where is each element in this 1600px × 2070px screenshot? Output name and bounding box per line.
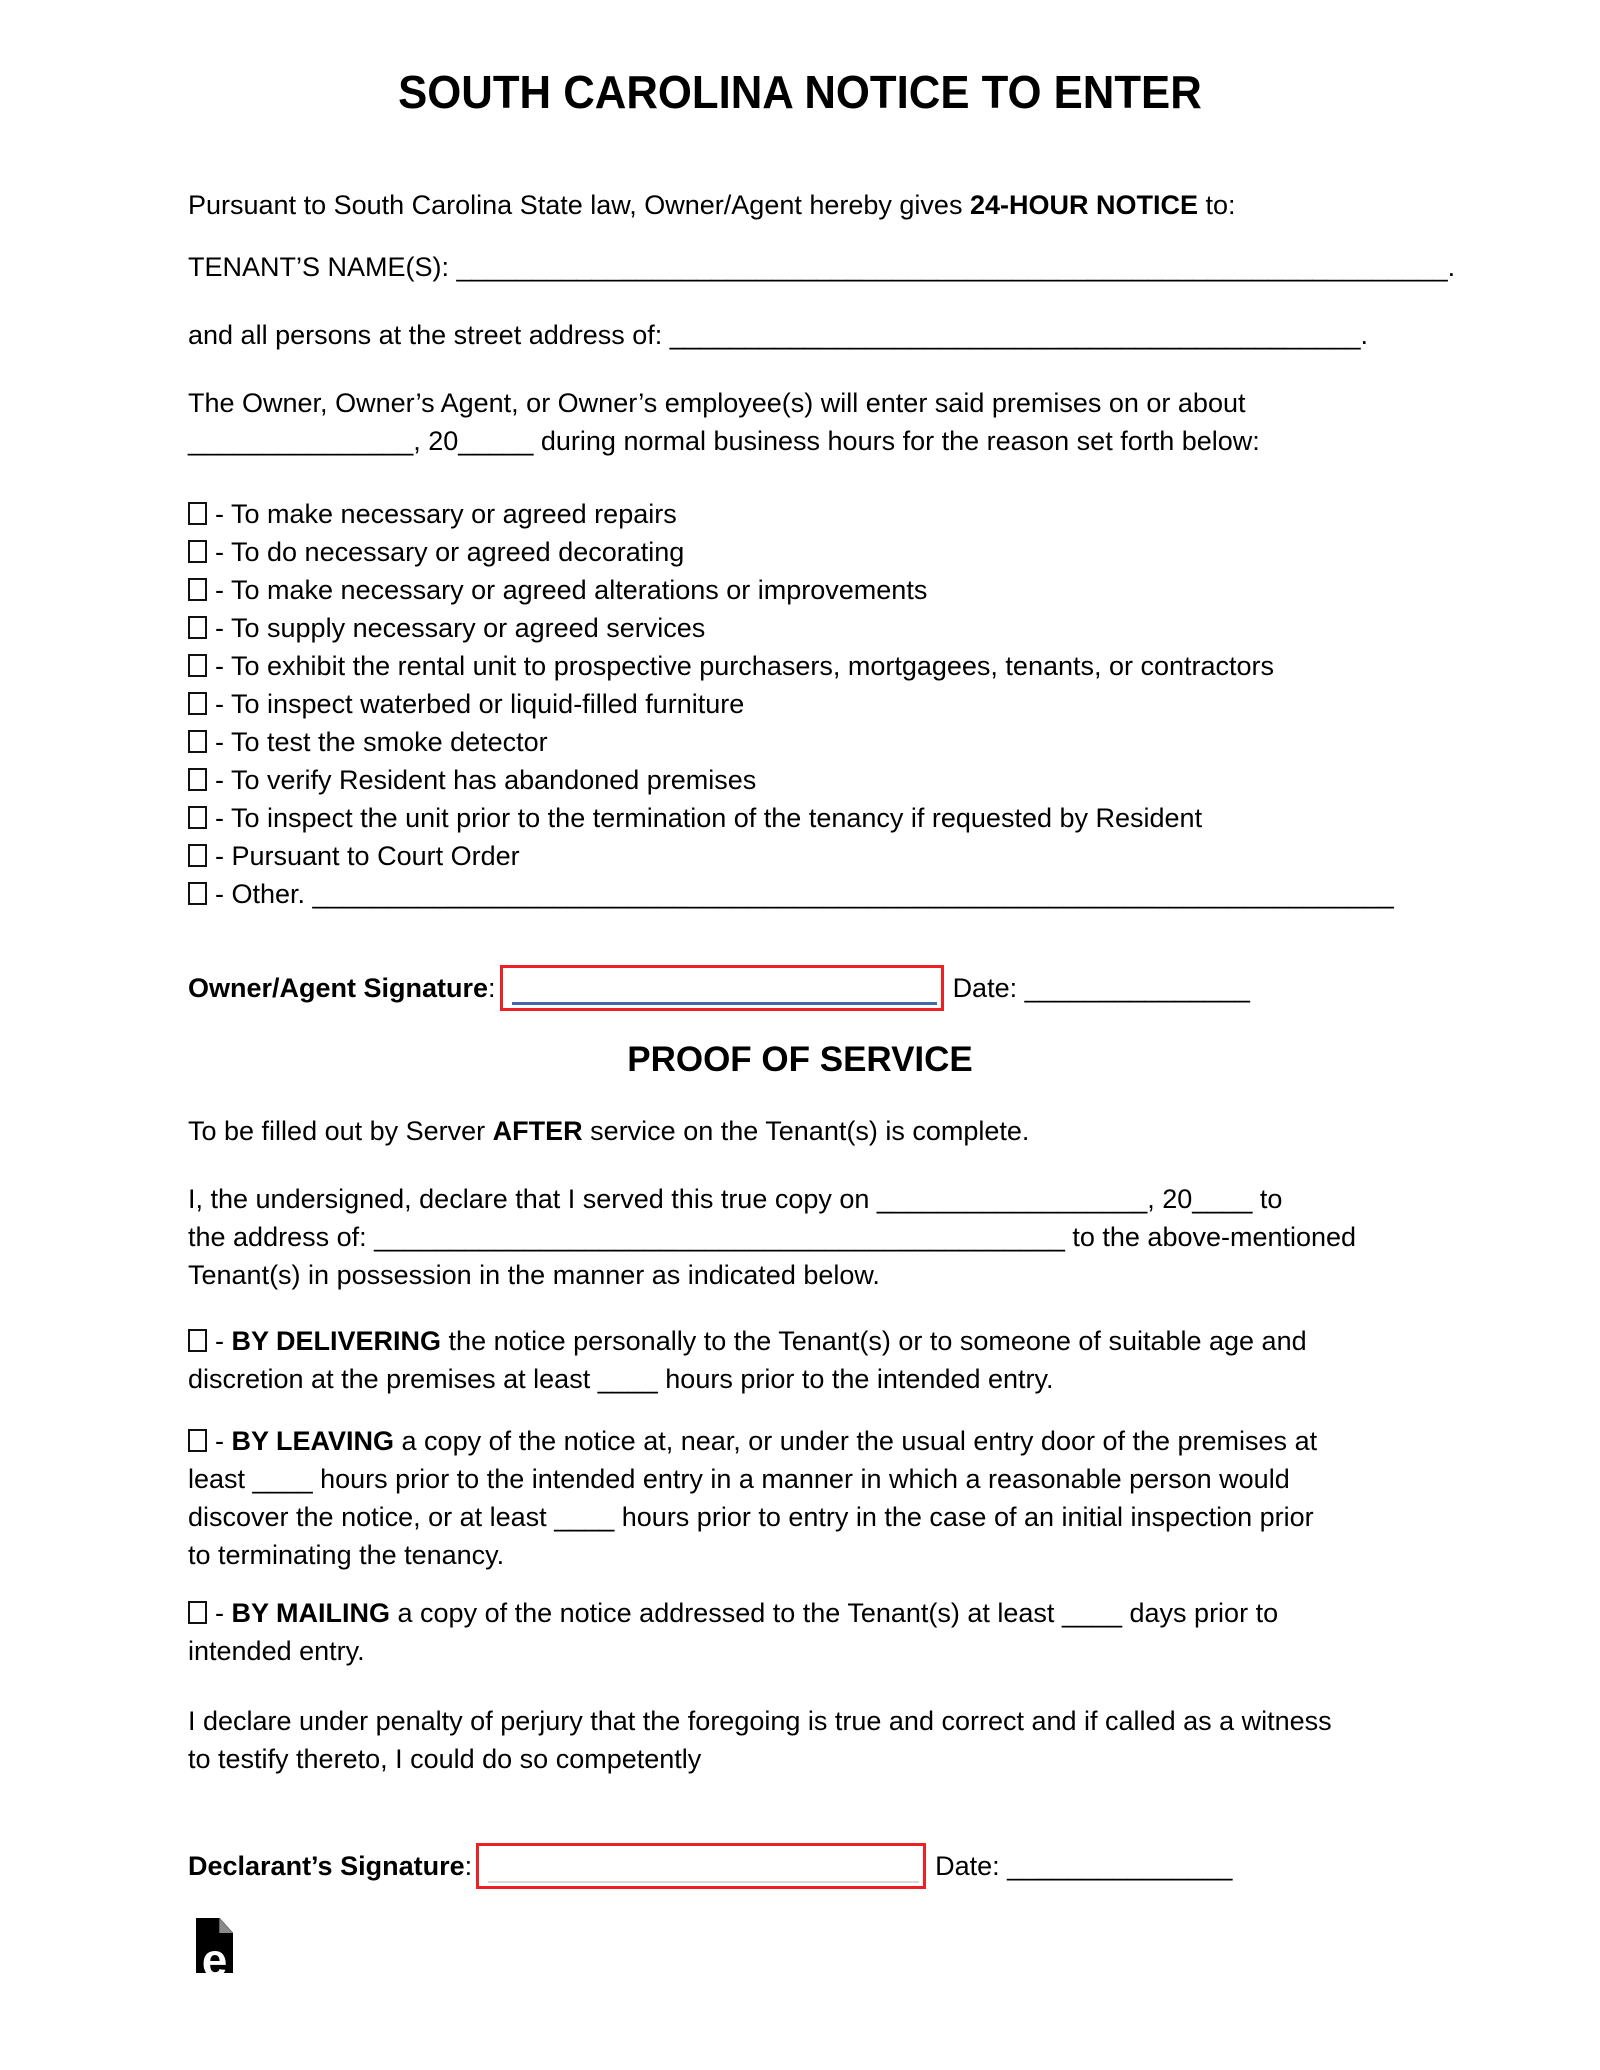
served-date-blank: __________________ <box>876 1184 1148 1214</box>
leaving-hours-blank: ____ <box>252 1464 313 1494</box>
notice-period-bold: 24-HOUR NOTICE <box>969 190 1198 220</box>
reason-item-other: - Other. ________________________________________________________________________ <box>188 875 1412 913</box>
owner-date-cell: Date: _______________ <box>952 973 1250 1003</box>
perjury-paragraph: I declare under penalty of perjury that the foregoing is true and correct and if called as a witness to testify thereto, I could do so competently <box>188 1706 1332 1774</box>
reason-item: - Pursuant to Court Order <box>188 837 1412 875</box>
tenant-name-line: TENANT’S NAME(S): __________________________________________________________________. <box>188 252 1456 282</box>
owner-signature-label: Owner/Agent Signature: <box>188 973 496 1003</box>
declarant-signature-field[interactable] <box>476 1843 926 1889</box>
by-delivering-paragraph: - BY DELIVERING the notice personally to the Tenant(s) or to someone of suitable age and discretion at the premises at least ____ hours prior to the intended entry. <box>188 1326 1307 1394</box>
entry-date-blank: _______________ <box>188 426 414 456</box>
signature-field-line <box>512 1002 937 1005</box>
served-year-blank: ____ <box>1192 1184 1253 1214</box>
checkbox-icon <box>188 768 207 791</box>
entry-paragraph: The Owner, Owner’s Agent, or Owner’s employee(s) will enter said premises on or about _______________, 20_____ during normal business hours for the reason set forth below: <box>188 388 1260 456</box>
by-mailing-paragraph: - BY MAILING a copy of the notice addressed to the Tenant(s) at least ____ days prior to intended entry. <box>188 1598 1279 1666</box>
owner-signature-field[interactable] <box>500 965 944 1011</box>
signature-field-line <box>488 1881 919 1883</box>
checkbox-icon <box>188 1329 207 1352</box>
delivering-hours-blank: ____ <box>597 1364 658 1394</box>
reason-item: - To do necessary or agreed decorating <box>188 533 1412 571</box>
other-reason-blank: ________________________________________________________________________ <box>312 879 1394 909</box>
checkbox-icon <box>188 540 207 563</box>
checkbox-icon <box>188 730 207 753</box>
checkbox-icon <box>188 844 207 867</box>
checkbox-icon <box>188 654 207 677</box>
leaving-inspection-hours-blank: ____ <box>554 1502 615 1532</box>
owner-date-blank: _______________ <box>1024 973 1250 1003</box>
reason-item: - To verify Resident has abandoned premises <box>188 761 1412 799</box>
checkbox-icon <box>188 502 207 525</box>
tenant-name-blank: __________________________________________________________________ <box>456 252 1448 282</box>
checkbox-icon <box>188 692 207 715</box>
declarant-date-cell: Date: _______________ <box>935 1851 1233 1881</box>
proof-of-service-heading: PROOF OF SERVICE <box>627 1040 973 1079</box>
by-leaving-paragraph: - BY LEAVING a copy of the notice at, near, or under the usual entry door of the premises at least ____ hours prior to the intended entry in a manner in which a reasonable person would discover the notice, or at least ____ hours prior to entry in the case of an initial inspection prior to terminating the tenancy. <box>188 1426 1318 1570</box>
tenant-name-label: TENANT’S NAME(S): <box>188 252 457 282</box>
reason-item: - To make necessary or agreed repairs <box>188 495 1412 533</box>
reason-item: - To exhibit the rental unit to prospective purchasers, mortgagees, tenants, or contractors <box>188 647 1412 685</box>
entry-year-blank: _____ <box>458 426 534 456</box>
served-address-blank: ______________________________________________ <box>374 1222 1065 1252</box>
checkbox-icon <box>188 616 207 639</box>
checkbox-icon <box>188 882 207 905</box>
reason-item: - To inspect the unit prior to the termination of the tenancy if requested by Resident <box>188 799 1412 837</box>
declarant-signature-row <box>188 1840 1412 1892</box>
reason-item: - To make necessary or agreed alterations or improvements <box>188 571 1412 609</box>
mailing-days-blank: ____ <box>1061 1598 1123 1628</box>
page-title-text: SOUTH CAROLINA NOTICE TO ENTER <box>398 66 1202 118</box>
eforms-logo-letter: e <box>201 1934 228 1986</box>
checkbox-icon <box>188 1429 207 1452</box>
checkbox-icon <box>188 1601 207 1624</box>
reason-item: - To inspect waterbed or liquid-filled furniture <box>188 685 1412 723</box>
checkbox-icon <box>188 578 207 601</box>
reason-item: - To test the smoke detector <box>188 723 1412 761</box>
street-address-blank: ______________________________________________ <box>669 320 1361 350</box>
eforms-document-logo-icon <box>196 1918 233 1986</box>
owner-signature-row <box>188 962 1412 1014</box>
street-address-line: and all persons at the street address of: ______________________________________________. <box>188 320 1369 350</box>
declarant-signature-label: Declarant’s Signature: <box>188 1851 473 1881</box>
server-note-line: To be filled out by Server AFTER service on the Tenant(s) is complete. <box>188 1116 1030 1146</box>
reason-item: - To supply necessary or agreed services <box>188 609 1412 647</box>
intro-line: Pursuant to South Carolina State law, Owner/Agent hereby gives 24-HOUR NOTICE to: <box>188 190 1236 220</box>
served-paragraph: I, the undersigned, declare that I served this true copy on __________________, 20____ to the address of: ______________________________________________ to the above-mentioned Tenant(s) in possession in the manner as indicated below. <box>188 1184 1357 1290</box>
page-title <box>0 64 1600 120</box>
declarant-date-blank: _______________ <box>1007 1851 1233 1881</box>
checkbox-icon <box>188 806 207 829</box>
reasons-checklist <box>188 495 1412 913</box>
